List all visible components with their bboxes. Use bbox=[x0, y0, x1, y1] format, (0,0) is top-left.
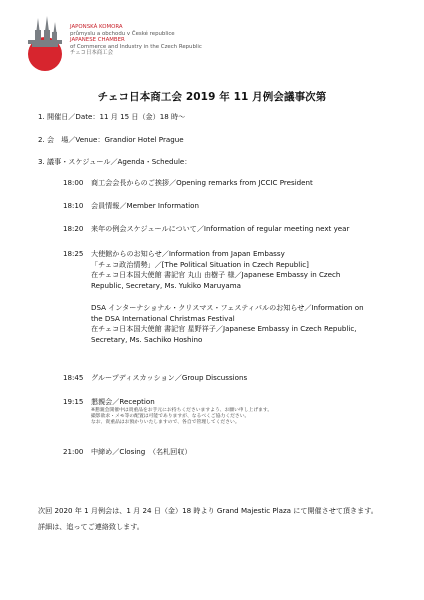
footer-note bbox=[38, 503, 378, 535]
agenda-note: なお、貴重品はお預かりいたしますので、各自で管理してください。 bbox=[91, 420, 240, 426]
footer-line: 次回 2020 年 1 月例会は、1 月 24 日（金）18 時より Grand Majestic Plaza にて開催させて頂きます。 bbox=[38, 506, 378, 515]
organization-name bbox=[70, 24, 202, 57]
page-title: チェコ日本商工会 2019 年 11 月例会議事次第 bbox=[97, 91, 327, 103]
agenda-time: 21:00 bbox=[63, 447, 84, 456]
agenda-line: Secretary, Ms. Sachiko Hoshino bbox=[91, 334, 203, 344]
logo bbox=[24, 16, 64, 74]
agenda-line: the DSA International Christmas Festival bbox=[91, 313, 235, 323]
agenda-line: 在チェコ日本国大使館 書記官 丸山 由樹子 様／Japanese Embassy in Czech bbox=[91, 270, 341, 279]
agenda-time: 18:25 bbox=[63, 249, 84, 258]
section-date: 1. 開催日／Date：11 月 15 日（金）18 時～ bbox=[38, 112, 186, 121]
org-line: チェコ日本商工会 bbox=[70, 50, 113, 57]
org-line: JAPANESE CHAMBER bbox=[70, 37, 125, 44]
agenda-line: 大使館からのお知らせ／Information from Japan Embassy bbox=[91, 249, 285, 258]
agenda-time: 18:10 bbox=[63, 201, 84, 210]
org-line: JAPONSKÁ KOMORA bbox=[70, 24, 123, 30]
org-line: průmyslu a obchodu v České republice bbox=[70, 30, 175, 37]
agenda-line: 商工会会長からのご挨拶／Opening remarks from JCCIC President bbox=[91, 178, 313, 187]
org-line: of Commerce and Industry in the Czech Republic bbox=[70, 43, 202, 50]
section-venue: 2. 会 場／Venue：Grandior Hotel Prague bbox=[38, 135, 184, 144]
agenda-line: 会員情報／Member Information bbox=[91, 201, 199, 210]
agenda-line: 懇親会／Reception bbox=[91, 397, 155, 406]
agenda-line: グループディスカッション／Group Discussions bbox=[91, 373, 248, 382]
section-agenda: 3. 議事・スケジュール／Agenda・Schedule： bbox=[38, 157, 192, 166]
footer-line: 詳細は、追ってご連絡致します。 bbox=[38, 522, 144, 531]
agenda-line: 来年の例会スケジュールについて／Information of regular meeting next year bbox=[91, 224, 350, 233]
agenda-line: 在チェコ日本国大使館 書記官 星野祥子／Japanese Embassy in Czech Republic, bbox=[91, 324, 357, 333]
agenda-note: 撮影欲求・メモ等の配置は可能でありますが、なるべくご協力ください。 bbox=[91, 413, 250, 419]
agenda-line: Republic, Secretary, Ms. Yukiko Maruyama bbox=[91, 280, 242, 290]
agenda-time: 18:00 bbox=[63, 178, 84, 187]
agenda-time: 18:20 bbox=[63, 224, 84, 233]
agenda-line: 中締め／Closing （名札回収） bbox=[91, 447, 192, 456]
agenda-note: ※懇親会開催中は貴重品をお手元にお持ちくださいますよう、お願い申し上げます。 bbox=[91, 407, 273, 413]
agenda-line: 「チェコ政治情勢」／[The Political Situation in Czech Republic] bbox=[91, 259, 309, 269]
agenda-time: 19:15 bbox=[63, 397, 84, 406]
agenda-line: DSA インターナショナル・クリスマス・フェスティバルのお知らせ／Information on bbox=[91, 303, 364, 312]
agenda-time: 18:45 bbox=[63, 373, 84, 382]
